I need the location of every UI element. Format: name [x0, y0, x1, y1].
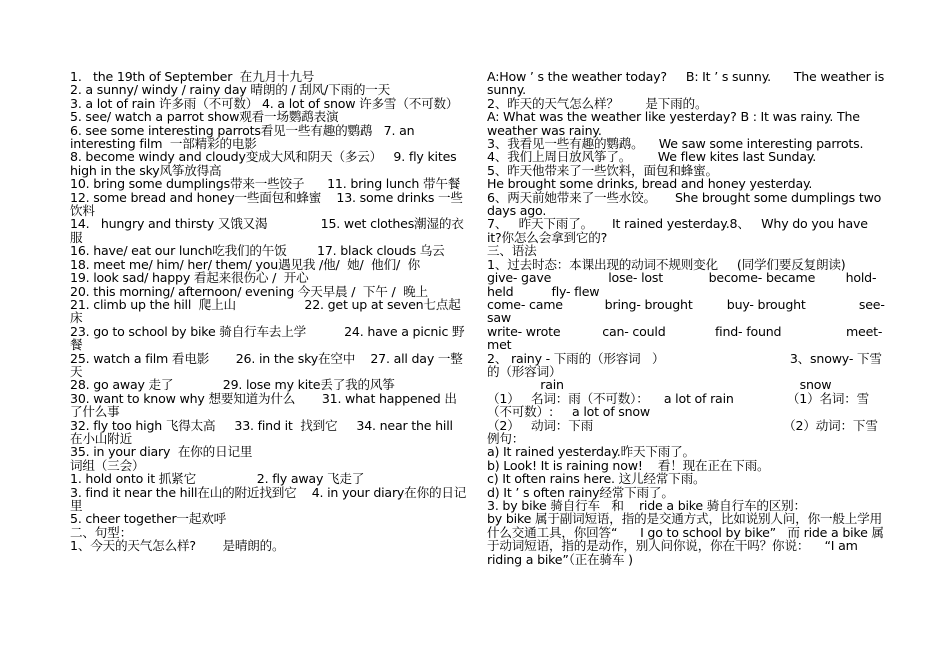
- text-line: 25. watch a film 看电影 26. in the sky在空中 27. all day 一整天: [70, 350, 463, 379]
- text-line: 5. see/ watch a parrot show观看一场鹦鹉表演: [70, 109, 339, 125]
- text-line: 7、 昨天下雨了。 It rained yesterday.8、 Why do you have it?你怎么会拿到它的?: [487, 216, 872, 245]
- text-line: 2. a sunny/ windy / rainy day 晴朗的 / 刮风/下雨的一天: [70, 82, 391, 98]
- text-line: 30. want to know why 想要知道为什么 31. what happened 出了什么事: [70, 390, 457, 420]
- text-line: 2、昨天的天气怎么样？ 是下雨的。: [487, 95, 708, 111]
- right-column: [487, 69, 889, 567]
- text-line: give- gave lose- lost become- became hold- held fly- flew: [487, 270, 881, 299]
- text-line: d) It ’ s often rainy经常下雨了。: [487, 484, 674, 500]
- text-line: 8. become windy and cloudy变成大风和阴天（多云） 9. fly kites high in the sky风筝放得高: [70, 149, 461, 178]
- text-line: 1、过去时态：本课出现的动词不规则变化 (同学们要反复朗读): [487, 256, 846, 272]
- text-line: （2） 动词：下雨 （2）动词：下雪: [487, 417, 878, 433]
- text-line: 5、昨天他带来了一些饮料，面包和蜂蜜。: [487, 162, 718, 178]
- text-line: 二、句型：: [70, 524, 132, 540]
- text-line: 18. meet me/ him/ her/ them/ you遇见我 /他/ 她/ 他们/ 你: [70, 256, 421, 272]
- text-line: come- came bring- brought buy- brought see- saw: [487, 296, 889, 326]
- text-line: write- wrote can- could find- found meet- met: [487, 323, 887, 353]
- text-line: rain snow: [487, 377, 832, 393]
- text-line: 19. look sad/ happy 看起来很伤心 / 开心: [70, 270, 309, 286]
- text-line: 3. a lot of rain 许多雨（不可数） 4. a lot of snow 许多雪（不可数）: [70, 95, 459, 111]
- text-line: 6、两天前她带来了一些水饺。 She brought some dumplings two days ago.: [487, 189, 885, 219]
- text-line: by bike 属于副词短语，指的是交通方式，比如说别人问，你一般上学用什么交通工具，你回答“ I go to school by bike” 而 ride a bike 属于动词短语，指的是动作，别人问你说，你在干吗？你说： “I am riding a bike”（正在骑车 ): [487, 511, 884, 567]
- text-line: 三、语法: [487, 243, 537, 259]
- text-line: 词组（三会）: [70, 457, 145, 473]
- text-line: 12. some bread and honey一些面包和蜂蜜 13. some drinks 一些饮料: [70, 189, 463, 219]
- text-line: 10. bring some dumplings带来一些饺子 11. bring lunch 带午餐: [70, 176, 461, 192]
- text-line: （1） 名词：雨（不可数）： a lot of rain （1）名词：雪（不可数）: a lot of snow: [487, 390, 870, 420]
- text-line: 16. have/ eat our lunch吃我们的午饭 17. black clouds 乌云: [70, 243, 445, 259]
- text-line: 3. find it near the hill在山的附近找到它 4. in your diary在你的日记里: [70, 484, 467, 513]
- text-line: 21. climb up the hill 爬上山 22. get up at seven七点起床: [70, 296, 461, 326]
- text-line: 1、今天的天气怎么样? 是晴朗的。: [70, 538, 285, 554]
- text-line: 14. hungry and thirsty 又饿又渴 15. wet clothes潮湿的衣服: [70, 216, 464, 245]
- text-line: 3. by bike 骑自行车 和 ride a bike 骑自行车的区别：: [487, 498, 806, 513]
- text-line: 6. see some interesting parrots看见一些有趣的鹦鹉 7. an interesting film 一部精彩的电影: [70, 122, 419, 152]
- text-line: c) It often rains here. 这儿经常下雨。: [487, 471, 706, 487]
- text-line: a) It rained yesterday.昨天下雨了。: [487, 444, 695, 460]
- text-line: b) Look! It is raining now! 看！现在正在下雨。: [487, 457, 770, 473]
- text-line: 23. go to school by bike 骑自行车去上学 24. have a picnic 野餐: [70, 323, 465, 353]
- text-line: 例句：: [487, 430, 525, 446]
- text-line: 28. go away 走了 29. lose my kite丢了我的风筝: [70, 377, 395, 393]
- text-line: 4、我们上周日放风筝了。 We flew kites last Sunday.: [487, 149, 817, 165]
- text-line: 1. the 19th of September 在九月十九号: [70, 69, 315, 84]
- text-line: 3、我看见一些有趣的鹦鹉。 We saw some interesting parrots.: [487, 136, 864, 152]
- text-line: 2、 rainy - 下雨的（形容词 ） 3、snowy- 下雪的（形容词）: [487, 350, 882, 379]
- text-line: A: What was the weather like yesterday? B : It was rainy. The weather was rainy.: [487, 109, 864, 138]
- text-line: A:How ’ s the weather today? B: It ’ s sunny. The weather is sunny.: [487, 69, 888, 98]
- text-line: 20. this morning/ afternoon/ evening 今天早晨 / 下午 / 晚上: [70, 283, 428, 299]
- text-line: 1. hold onto it 抓紧它 2. fly away 飞走了: [70, 471, 365, 487]
- left-column: [70, 70, 468, 553]
- text-line: 5. cheer together一起欢呼: [70, 511, 227, 527]
- text-line: 32. fly too high 飞得太高 33. find it 找到它 34. near the hill 在小山附近: [70, 417, 461, 446]
- text-line: 35. in your diary 在你的日记里: [70, 444, 253, 460]
- text-line: He brought some drinks, bread and honey yesterday.: [487, 176, 813, 192]
